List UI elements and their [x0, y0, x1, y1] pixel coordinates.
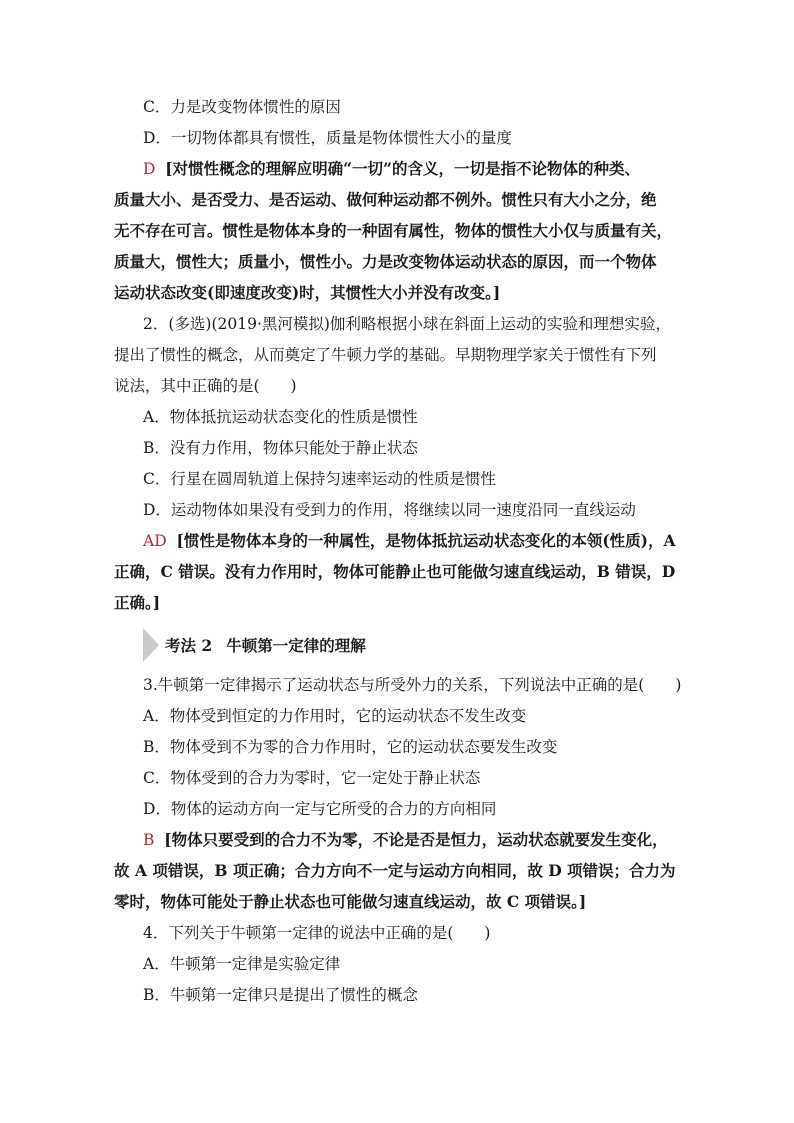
question-3-line-1: 3.牛顿第一定律揭示了运动状态与所受外力的关系，下列说法中正确的是( ) [143, 676, 682, 694]
question-2-line-2: 提出了惯性的概念，从而奠定了牛顿力学的基础。早期物理学家关于惯性有下列 [114, 346, 657, 364]
answer-1-line-5: 运动状态改变(即速度改变)时，其惯性大小并没有改变。] [114, 283, 501, 302]
answer-letter: D [143, 160, 156, 178]
answer-text: [物体只要受到的合力不为零，不论是否是恒力，运动状态就要发生变化， [164, 830, 668, 849]
answer-1-line [143, 158, 640, 180]
question-2-option-c: C．行星在圆周轨道上保持匀速率运动的性质是惯性 [143, 470, 496, 488]
section-label [165, 634, 366, 656]
question-2-line-3: 说法，其中正确的是( ) [114, 377, 297, 395]
question-4-option-a: A．牛顿第一定律是实验定律 [143, 955, 341, 973]
answer-1-line-4: 质量大，惯性大；质量小，惯性小。力是改变物体运动状态的原因，而一个物体 [114, 252, 657, 271]
option-c-line: C．力是改变物体惯性的原因 [143, 98, 341, 116]
question-4-option-b: B．牛顿第一定律只是提出了惯性的概念 [143, 986, 418, 1004]
question-2-option-a: A．物体抵抗运动状态变化的性质是惯性 [143, 408, 418, 426]
answer-letter: B [143, 831, 155, 849]
question-2-option-d: D．运动物体如果没有受到力的作用，将继续以同一速度沿同一直线运动 [143, 501, 636, 519]
answer-1-line-2: 质量大小、是否受力、是否运动、做何种运动都不例外。惯性只有大小之分，绝 [114, 190, 657, 209]
option-d-line: D．一切物体都具有惯性，质量是物体惯性大小的量度 [143, 129, 512, 147]
question-4-line-1: 4．下列关于牛顿第一定律的说法中正确的是( ) [143, 924, 491, 942]
answer-1-line-3: 无不存在可言。惯性是物体本身的一种固有属性，物体的惯性大小仅与质量有关， [114, 221, 673, 240]
answer-text: [对惯性概念的理解应明确“一切”的含义，一切是指不论物体的种类、 [165, 159, 640, 178]
answer-3-line-2: 故 A 项错误，B 项正确；合力方向不一定与运动方向相同，故 D 项错误；合力为 [114, 861, 676, 880]
answer-letter: AD [143, 532, 167, 550]
question-2-line-1: 2．(多选)(2019·黑河模拟)伽利略根据小球在斜面上运动的实验和理想实验， [143, 315, 671, 333]
question-3-option-d: D．物体的运动方向一定与它所受的合力的方向相同 [143, 800, 497, 818]
section-heading [143, 628, 366, 662]
answer-3-line [143, 829, 668, 851]
answer-2-line-3: 正确。] [114, 593, 161, 612]
answer-2-line [143, 530, 676, 552]
section-arrow-icon [143, 628, 159, 662]
answer-3-line-3: 零时，物体可能处于静止状态也可能做匀速直线运动，故 C 项错误。] [114, 892, 587, 911]
question-3-option-c: C．物体受到的合力为零时，它一定处于静止状态 [143, 769, 481, 787]
question-3-option-a: A．物体受到恒定的力作用时，它的运动状态不发生改变 [143, 707, 527, 725]
answer-text: [惯性是物体本身的一种属性，是物体抵抗运动状态变化的本领(性质)，A [176, 531, 676, 550]
section-number: 考法 2 [165, 636, 213, 655]
answer-2-line-2: 正确，C 错误。没有力作用时，物体可能静止也可能做匀速直线运动，B 错误，D [114, 562, 676, 581]
section-title: 牛顿第一定律的理解 [226, 636, 366, 655]
question-3-option-b: B．物体受到不为零的合力作用时，它的运动状态要发生改变 [143, 738, 558, 756]
question-2-option-b: B．没有力作用，物体只能处于静止状态 [143, 439, 418, 457]
